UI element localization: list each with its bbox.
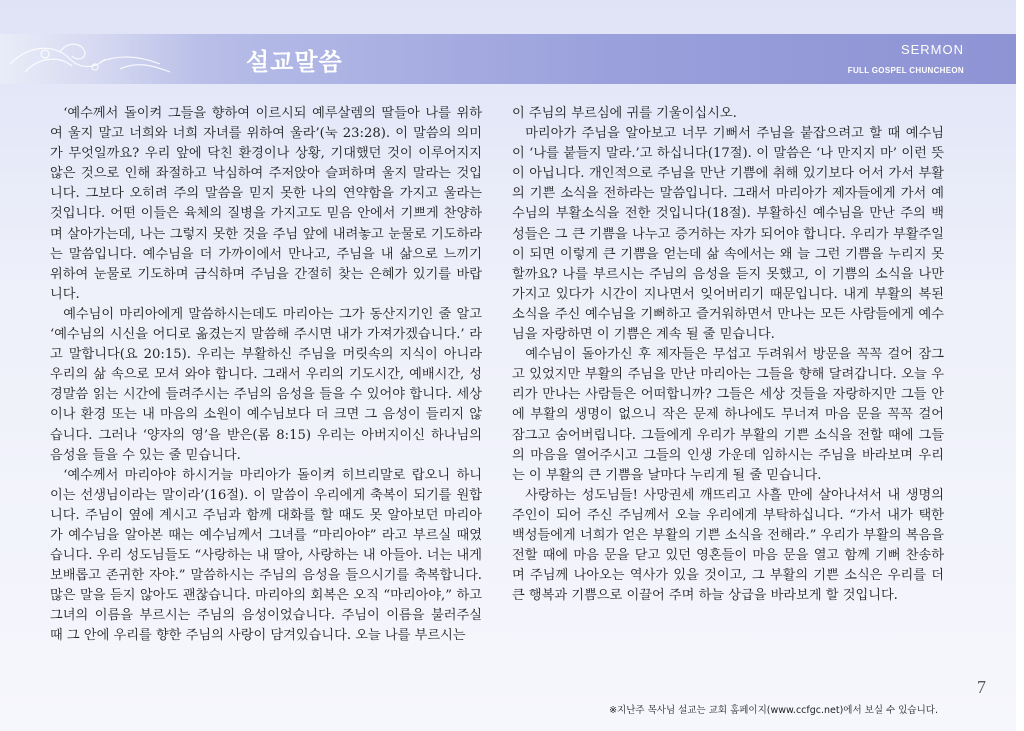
section-label: SERMON <box>900 42 964 57</box>
page-edge <box>1016 0 1024 731</box>
paragraph: 마리아가 주님을 알아보고 너무 기뻐서 주님을 붙잡으려고 할 때 예수님이 ‘나를 붙들지 말라.’고 하십니다(17절). 이 말씀은 ‘나 만지지 마’ 이런 뜻이 아닙니다. 개인적으로 주님을 만난 기쁨에 취해 있기보다 어서 가서 부활의 기쁜 소식을 전하라는 말씀입니다. 그래서 마리아가 제자들에게 가서 예수님의 부활소식을 전한 것입니다(18절). 부활하신 예수님을 만난 주의 백성들은 그 큰 기쁨을 나누고 증거하는 자가 되어야 합니다. 우리가 부활주일이 되면 이렇게 큰 기쁨을 얻는데 삶 속에서는 왜 늘 그런 기쁨을 누리지 못할까요? 나를 부르시는 주님의 음성을 듣지 못했고, 이 기쁨의 소식을 나만 가지고 있다가 시간이 지나면서 잊어버리기 때문입니다. 내게 부활의 복된 소식을 주신 예수님을 기뻐하고 즐거워하면서 만나는 모든 사람들에게 예수님을 자랑하면 이 기쁨은 계속 될 줄 믿습니다. <box>512 126 944 343</box>
left-column <box>50 104 482 647</box>
paragraph: ‘예수께서 돌이켜 그들을 향하여 이르시되 예루살렘의 딸들아 나를 위하여 울지 말고 너희와 너희 자녀를 위하여 울라’(눅 23:28). 이 말씀의 의미가 무엇일까요? 우리 앞에 닥친 환경이나 상황, 기대했던 것이 이루어지지 않은 것으로 인해 좌절하고 낙심하여 주저앉아 슬퍼하며 울지 말라는 것입니다. 그보다 오히려 주의 말씀을 믿지 못한 나의 연약함을 가지고 울라는 것입니다. 어떤 이들은 육체의 질병을 가지고도 믿음 안에서 기쁘게 찬양하며 살아가는데, 나는 그렇지 못한 것을 주님 앞에 내려놓고 눈물로 기도하라는 말씀입니다. 예수님을 더 가까이에서 만나고, 주님을 내 삶으로 느끼기 위하여 눈물로 기도하며 금식하며 주님을 간절히 찾는 은혜가 있기를 바랍니다. <box>50 106 482 302</box>
paragraph: 예수님이 돌아가신 후 제자들은 무섭고 두려워서 방문을 꼭꼭 걸어 잠그고 있었지만 부활의 주님을 만난 마리아는 그들을 향해 달려갑니다. 오늘 우리가 만나는 사람들은 어떠합니까? 그들은 세상 것들을 자랑하지만 그들 안에 부활의 생명이 없으니 작은 문제 하나에도 무너져 마음 문을 꼭꼭 걸어 잠그고 숨어버립니다. 그들에게 우리가 부활의 기쁜 소식을 전할 때에 그들의 마음을 열어주시고 그들의 인생 가운데 임하시는 주님을 바라보며 우리는 이 부활의 큰 기쁨을 날마다 누리게 될 줄 믿습니다. <box>512 347 944 483</box>
church-name: FULL GOSPEL CHUNCHEON <box>847 66 964 75</box>
paragraph: 사랑하는 성도님들! 사망권세 깨뜨리고 사흘 만에 살아나셔서 내 생명의 주인이 되어 주신 주님께서 오늘 우리에게 부탁하십니다. “가서 내가 택한 백성들에게 너희가 얻은 부활의 기쁜 소식을 전해라.” 우리가 부활의 복음을 전할 때에 마음 문을 닫고 있던 영혼들이 마음 문을 열고 함께 기뻐 찬송하며 주님께 나아오는 역사가 있을 것이고, 그 부활의 기쁜 소식은 우리를 더 큰 행복과 기쁨으로 이끌어 주며 하늘 상급을 바라보게 할 것입니다. <box>512 487 944 604</box>
footer-note: ※지난주 목사님 설교는 교회 홈페이지(www.ccfgc.net)에서 보실 수 있습니다. <box>609 705 938 716</box>
paragraph: 이 주님의 부르심에 귀를 기울이십시오. <box>512 106 737 121</box>
floral-ornament <box>0 34 220 84</box>
paragraph: ‘예수께서 마리아야 하시거늘 마리아가 돌이켜 히브리말로 랍오니 하니 이는 선생님이라는 말이라’(16절). 이 말씀이 우리에게 축복이 되기를 원합니다. 주님이 옆에 계시고 주님과 함께 대화를 할 때도 못 알아보던 마리아가 예수님을 알아본 때는 예수님께서 그녀를 “마리아야” 라고 부르실 때였습니다. 우리 성도님들도 “사랑하는 내 딸아, 사랑하는 내 아들아. 너는 내게 보배롭고 존귀한 자야.” 말씀하시는 주님의 음성을 들으시기를 축복합니다. 많은 말을 듣지 않아도 괜찮습니다. 마리아의 회복은 오직 “마리아야,” 하고 그녀의 이름을 부르시는 주님의 음성이었습니다. 주님이 이름을 불러주실 때 그 안에 우리를 향한 주님의 사랑이 담겨있습니다. 오늘 나를 부르시는 <box>50 467 482 644</box>
right-column <box>512 104 944 606</box>
page-title: 설교말씀 <box>246 48 343 76</box>
page-number: 7 <box>977 677 986 697</box>
paragraph: 예수님이 마리아에게 말씀하시는데도 마리아는 그가 동산지기인 줄 알고 ‘예수님의 시신을 어디로 옮겼는지 말씀해 주시면 내가 가져가겠습니다.’ 라고 말합니다(요 20:15). 우리는 부활하신 주님을 머릿속의 지식이 아니라 우리의 삶 속으로 모셔 와야 합니다. 그래서 우리의 기도시간, 예배시간, 성경말씀 읽는 시간에 들려주시는 주님의 음성을 들을 수 있어야 합니다. 세상이나 환경 또는 내 마음의 소원이 예수님보다 더 크면 그 음성이 들리지 않습니다. 그러나 ‘양자의 영’을 받은(롬 8:15) 우리는 아버지이신 하나님의 음성을 들을 수 있는 줄 믿습니다. <box>50 306 482 463</box>
